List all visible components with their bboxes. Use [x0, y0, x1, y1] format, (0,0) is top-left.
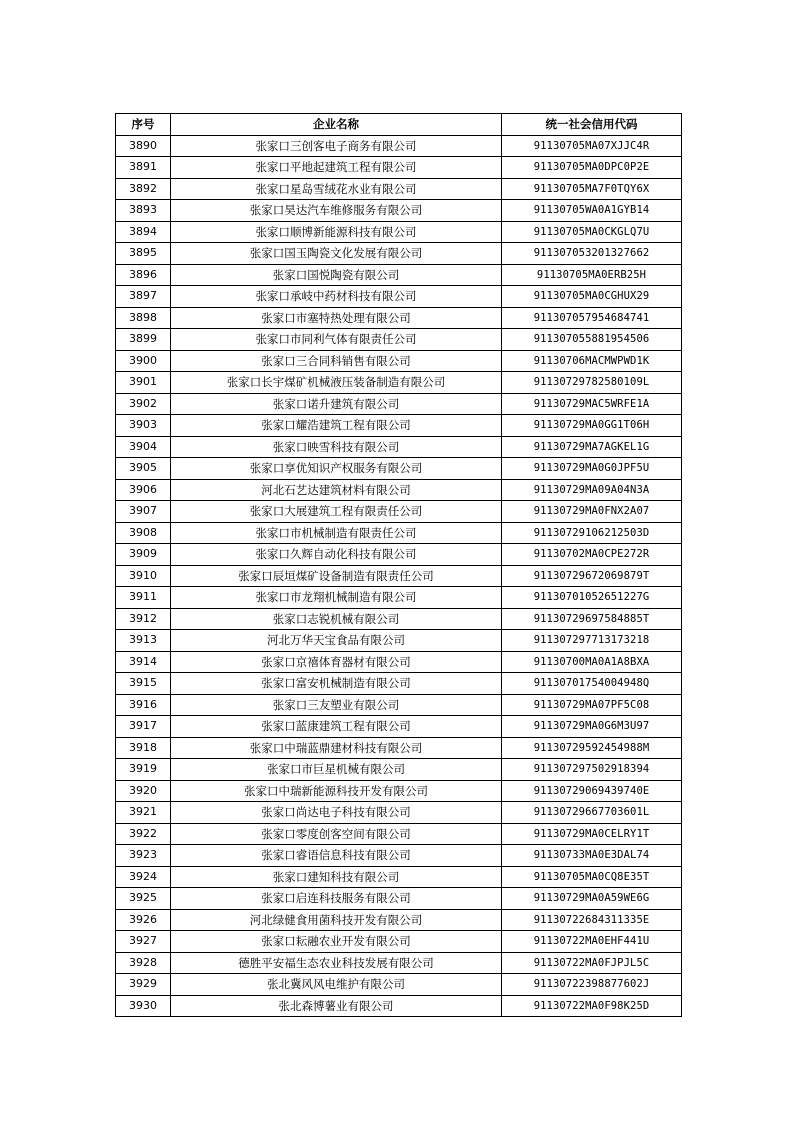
- table-row: [116, 544, 682, 566]
- row-credit-code: 91130722MA0EHF441U: [502, 931, 682, 953]
- table-row: [116, 974, 682, 996]
- row-company-name: 张家口睿语信息科技有限公司: [171, 845, 502, 867]
- row-serial-number: 3923: [116, 845, 171, 867]
- row-serial-number: 3914: [116, 651, 171, 673]
- header-serial-number: 序号: [116, 114, 171, 136]
- row-credit-code: 91130733MA0E3DAL74: [502, 845, 682, 867]
- row-serial-number: 3909: [116, 544, 171, 566]
- row-serial-number: 3892: [116, 178, 171, 200]
- row-company-name: 张家口中瑞蓝鼎建材科技有限公司: [171, 737, 502, 759]
- row-serial-number: 3906: [116, 479, 171, 501]
- header-credit-code: 统一社会信用代码: [502, 114, 682, 136]
- table-row: [116, 350, 682, 372]
- table-row: [116, 221, 682, 243]
- row-credit-code: 91130700MA0A1A8BXA: [502, 651, 682, 673]
- row-company-name: 张家口久辉自动化科技有限公司: [171, 544, 502, 566]
- row-credit-code: 91130701052651227G: [502, 587, 682, 609]
- row-company-name: 张北冀风风电维护有限公司: [171, 974, 502, 996]
- table-row: [116, 135, 682, 157]
- table-row: [116, 157, 682, 179]
- row-credit-code: 911307297502918394: [502, 759, 682, 781]
- table-row: [116, 243, 682, 265]
- table-row: [116, 436, 682, 458]
- table-row: [116, 458, 682, 480]
- table-row: [116, 565, 682, 587]
- table-row: [116, 909, 682, 931]
- row-serial-number: 3898: [116, 307, 171, 329]
- row-company-name: 张家口三友塑业有限公司: [171, 694, 502, 716]
- row-company-name: 张家口长宇煤矿机械液压装备制造有限公司: [171, 372, 502, 394]
- row-credit-code: 911307053201327662: [502, 243, 682, 265]
- row-credit-code: 91130705MA0DPC0P2E: [502, 157, 682, 179]
- row-credit-code: 91130729MA0G0JPF5U: [502, 458, 682, 480]
- table-row: [116, 587, 682, 609]
- table-row: [116, 329, 682, 351]
- table-row: [116, 952, 682, 974]
- row-credit-code: 91130729MA0CELRY1T: [502, 823, 682, 845]
- table-row: [116, 694, 682, 716]
- row-credit-code: 91130729MA0G6M3U97: [502, 716, 682, 738]
- row-serial-number: 3921: [116, 802, 171, 824]
- table-row: [116, 931, 682, 953]
- row-company-name: 张家口市巨星机械有限公司: [171, 759, 502, 781]
- row-company-name: 张家口中瑞新能源科技开发有限公司: [171, 780, 502, 802]
- table-row: [116, 415, 682, 437]
- table-row: [116, 823, 682, 845]
- table-row: [116, 673, 682, 695]
- row-credit-code: 91130729MA0A59WE6G: [502, 888, 682, 910]
- table-row: [116, 888, 682, 910]
- header-company-name: 企业名称: [171, 114, 502, 136]
- row-company-name: 张家口三合同科销售有限公司: [171, 350, 502, 372]
- table-row: [116, 651, 682, 673]
- row-credit-code: 91130706MACMWPWD1K: [502, 350, 682, 372]
- row-company-name: 张家口启连科技服务有限公司: [171, 888, 502, 910]
- row-credit-code: 91130722684311335E: [502, 909, 682, 931]
- row-credit-code: 91130701754004948Q: [502, 673, 682, 695]
- table-row: [116, 307, 682, 329]
- row-credit-code: 91130702MA0CPE272R: [502, 544, 682, 566]
- row-company-name: 张家口三创客电子商务有限公司: [171, 135, 502, 157]
- row-serial-number: 3925: [116, 888, 171, 910]
- table-row: [116, 372, 682, 394]
- row-company-name: 张家口市机械制造有限责任公司: [171, 522, 502, 544]
- row-company-name: 张家口辰垣煤矿设备制造有限责任公司: [171, 565, 502, 587]
- row-company-name: 张家口顺博新能源科技有限公司: [171, 221, 502, 243]
- table-row: [116, 286, 682, 308]
- row-serial-number: 3916: [116, 694, 171, 716]
- row-company-name: 张家口市龙翔机械制造有限公司: [171, 587, 502, 609]
- row-credit-code: 91130729MA0GG1T06H: [502, 415, 682, 437]
- row-serial-number: 3929: [116, 974, 171, 996]
- row-serial-number: 3900: [116, 350, 171, 372]
- table-row: [116, 716, 682, 738]
- row-credit-code: 91130705MA0CQ8E35T: [502, 866, 682, 888]
- row-credit-code: 91130729MA07PF5C08: [502, 694, 682, 716]
- table-row: [116, 264, 682, 286]
- row-serial-number: 3904: [116, 436, 171, 458]
- row-credit-code: 911307055881954506: [502, 329, 682, 351]
- row-serial-number: 3922: [116, 823, 171, 845]
- table-row: [116, 866, 682, 888]
- row-serial-number: 3903: [116, 415, 171, 437]
- row-credit-code: 91130729069439740E: [502, 780, 682, 802]
- row-company-name: 张北森博薯业有限公司: [171, 995, 502, 1017]
- table-row: [116, 630, 682, 652]
- row-credit-code: 91130729667703601L: [502, 802, 682, 824]
- table-row: [116, 522, 682, 544]
- row-serial-number: 3920: [116, 780, 171, 802]
- row-credit-code: 91130729MA09A04N3A: [502, 479, 682, 501]
- row-credit-code: 91130705MA7F0TQY6X: [502, 178, 682, 200]
- table-body: [116, 135, 682, 1017]
- row-credit-code: 91130729MA0FNX2A07: [502, 501, 682, 523]
- table-header-row: [116, 114, 682, 136]
- row-company-name: 张家口享优知识产权服务有限公司: [171, 458, 502, 480]
- row-credit-code: 91130729782580109L: [502, 372, 682, 394]
- table-row: [116, 802, 682, 824]
- row-company-name: 张家口诺升建筑有限公司: [171, 393, 502, 415]
- row-serial-number: 3918: [116, 737, 171, 759]
- table-row: [116, 608, 682, 630]
- row-serial-number: 3919: [116, 759, 171, 781]
- row-company-name: 张家口昊达汽车维修服务有限公司: [171, 200, 502, 222]
- row-serial-number: 3891: [116, 157, 171, 179]
- row-company-name: 张家口市塞特热处理有限公司: [171, 307, 502, 329]
- table-row: [116, 501, 682, 523]
- row-serial-number: 3910: [116, 565, 171, 587]
- row-serial-number: 3926: [116, 909, 171, 931]
- row-serial-number: 3927: [116, 931, 171, 953]
- row-company-name: 张家口蓝康建筑工程有限公司: [171, 716, 502, 738]
- table-row: [116, 995, 682, 1017]
- row-credit-code: 91130729592454988M: [502, 737, 682, 759]
- row-credit-code: 91130705MA0CKGLQ7U: [502, 221, 682, 243]
- row-credit-code: 91130705MA07XJJC4R: [502, 135, 682, 157]
- row-credit-code: 911307057954684741: [502, 307, 682, 329]
- table-row: [116, 759, 682, 781]
- row-company-name: 河北石艺达建筑材料有限公司: [171, 479, 502, 501]
- row-credit-code: 91130722MA0F98K25D: [502, 995, 682, 1017]
- row-serial-number: 3905: [116, 458, 171, 480]
- row-serial-number: 3901: [116, 372, 171, 394]
- row-serial-number: 3894: [116, 221, 171, 243]
- table-row: [116, 780, 682, 802]
- row-serial-number: 3930: [116, 995, 171, 1017]
- row-company-name: 张家口映雪科技有限公司: [171, 436, 502, 458]
- row-company-name: 张家口承岐中药材科技有限公司: [171, 286, 502, 308]
- row-company-name: 张家口星岛雪绒花水业有限公司: [171, 178, 502, 200]
- row-serial-number: 3897: [116, 286, 171, 308]
- row-credit-code: 91130729MAC5WRFE1A: [502, 393, 682, 415]
- row-credit-code: 91130729697584885T: [502, 608, 682, 630]
- row-serial-number: 3915: [116, 673, 171, 695]
- row-serial-number: 3902: [116, 393, 171, 415]
- row-serial-number: 3928: [116, 952, 171, 974]
- row-serial-number: 3912: [116, 608, 171, 630]
- row-serial-number: 3893: [116, 200, 171, 222]
- row-company-name: 河北绿健食用菌科技开发有限公司: [171, 909, 502, 931]
- row-company-name: 张家口富安机械制造有限公司: [171, 673, 502, 695]
- row-credit-code: 91130705MA0ERB25H: [502, 264, 682, 286]
- row-serial-number: 3896: [116, 264, 171, 286]
- row-credit-code: 91130729672069879T: [502, 565, 682, 587]
- row-company-name: 张家口大展建筑工程有限责任公司: [171, 501, 502, 523]
- table-row: [116, 845, 682, 867]
- enterprise-table: [115, 113, 682, 1017]
- table-row: [116, 393, 682, 415]
- row-credit-code: 91130729MA7AGKEL1G: [502, 436, 682, 458]
- row-company-name: 张家口耀浩建筑工程有限公司: [171, 415, 502, 437]
- row-credit-code: 91130722398877602J: [502, 974, 682, 996]
- row-serial-number: 3890: [116, 135, 171, 157]
- row-company-name: 张家口京禧体育器材有限公司: [171, 651, 502, 673]
- row-credit-code: 911307297713173218: [502, 630, 682, 652]
- row-serial-number: 3911: [116, 587, 171, 609]
- table-row: [116, 479, 682, 501]
- row-credit-code: 91130729106212503D: [502, 522, 682, 544]
- row-serial-number: 3917: [116, 716, 171, 738]
- row-serial-number: 3924: [116, 866, 171, 888]
- row-serial-number: 3908: [116, 522, 171, 544]
- row-company-name: 张家口耘融农业开发有限公司: [171, 931, 502, 953]
- row-serial-number: 3907: [116, 501, 171, 523]
- row-credit-code: 91130705WA0A1GYB14: [502, 200, 682, 222]
- row-serial-number: 3899: [116, 329, 171, 351]
- row-company-name: 张家口市同利气体有限责任公司: [171, 329, 502, 351]
- row-company-name: 张家口尚达电子科技有限公司: [171, 802, 502, 824]
- row-serial-number: 3913: [116, 630, 171, 652]
- row-credit-code: 91130722MA0FJPJL5C: [502, 952, 682, 974]
- row-company-name: 张家口志锐机械有限公司: [171, 608, 502, 630]
- row-serial-number: 3895: [116, 243, 171, 265]
- row-company-name: 张家口建知科技有限公司: [171, 866, 502, 888]
- row-company-name: 德胜平安福生态农业科技发展有限公司: [171, 952, 502, 974]
- row-company-name: 张家口平地起建筑工程有限公司: [171, 157, 502, 179]
- table-row: [116, 737, 682, 759]
- row-company-name: 张家口国悦陶瓷有限公司: [171, 264, 502, 286]
- row-company-name: 河北万华天宝食品有限公司: [171, 630, 502, 652]
- row-company-name: 张家口国玉陶瓷文化发展有限公司: [171, 243, 502, 265]
- row-credit-code: 91130705MA0CGHUX29: [502, 286, 682, 308]
- table-row: [116, 178, 682, 200]
- table-row: [116, 200, 682, 222]
- row-company-name: 张家口零度创客空间有限公司: [171, 823, 502, 845]
